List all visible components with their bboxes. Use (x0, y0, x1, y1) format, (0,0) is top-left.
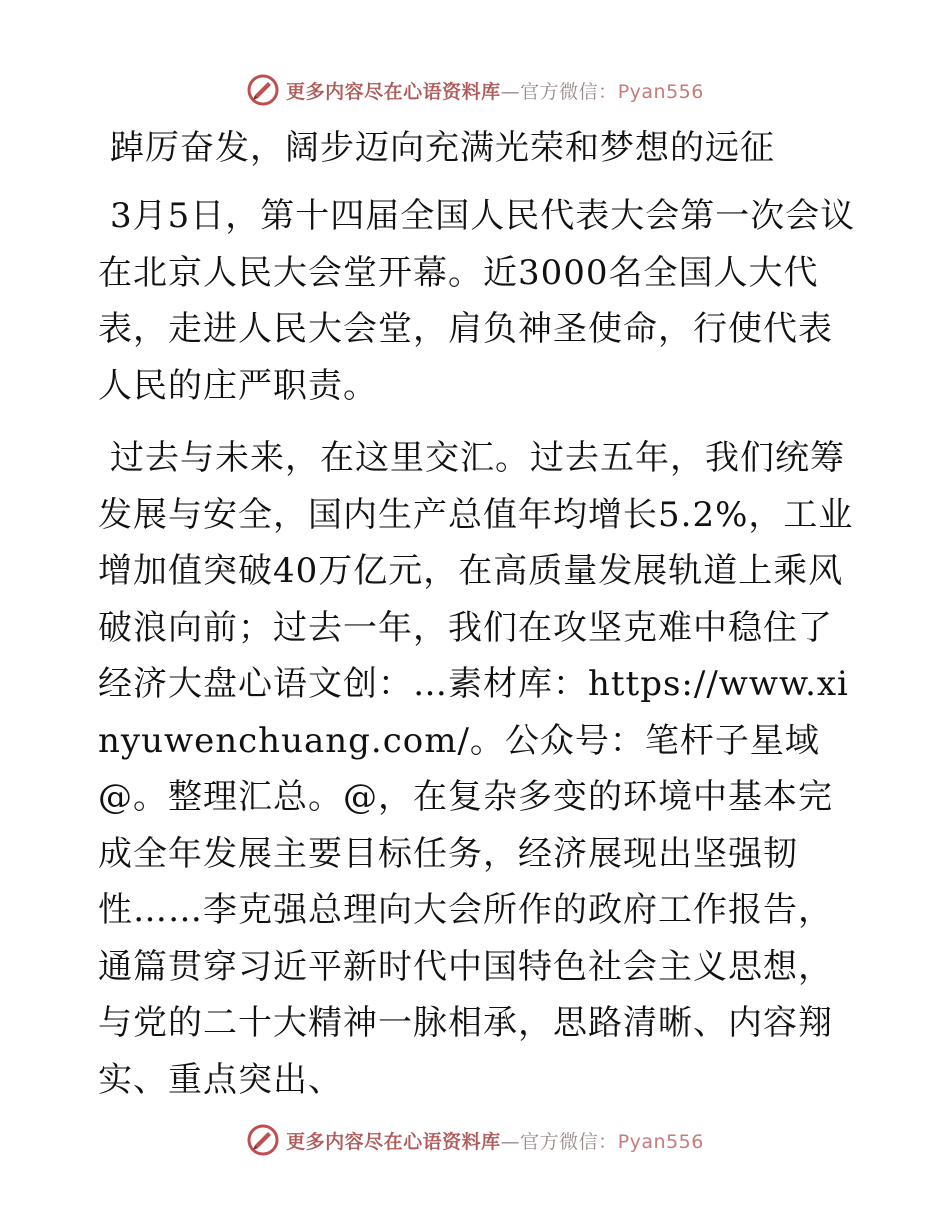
banner-wechat-id: Pyan556 (617, 1130, 704, 1153)
banner-separator: — (500, 80, 521, 103)
article-heading: 踔厉奋发，阔步迈向充满光荣和梦想的远征 (110, 128, 775, 168)
banner-main-text: 更多内容尽在心语资料库 (286, 80, 501, 103)
banner-label: 官方微信： (520, 1130, 618, 1153)
article-paragraph-2: 过去与未来，在这里交汇。过去五年，我们统筹发展与安全，国内生产总值年均增长5.2%，工业增加值突破40万亿元，在高质量发展轨道上乘风破浪向前；过去一年，我们在攻坚克难中稳住了经济大盘心语文创：…素材库：https://www.xinyuwenchuang.com/。公众号：笔杆子星域@。整理汇总。@，在复杂多变的环境中基本完成全年发展主要目标任务，经济展现出坚强韧性……李克强总理向大会所作的政府工作报告，通篇贯穿习近平新时代中国特色社会主义思想，与党的二十大精神一脉相承，思路清晰、内容翔实、重点突出、 (98, 438, 854, 1100)
article-paragraph-1: 3月5日，第十四届全国人民代表大会第一次会议在北京人民大会堂开幕。近3000名全国人大代表，走进人民大会堂，肩负神圣使命，行使代表人民的庄严职责。 (98, 196, 856, 406)
banner-wechat-id: Pyan556 (617, 80, 704, 103)
brand-logo-icon (246, 1123, 280, 1157)
header-banner (0, 68, 950, 112)
brand-logo-icon (246, 73, 280, 107)
footer-banner (0, 1118, 950, 1162)
banner-separator: — (500, 1130, 521, 1153)
article-body (98, 120, 858, 1124)
banner-label: 官方微信： (520, 80, 618, 103)
banner-main-text: 更多内容尽在心语资料库 (286, 1130, 501, 1153)
